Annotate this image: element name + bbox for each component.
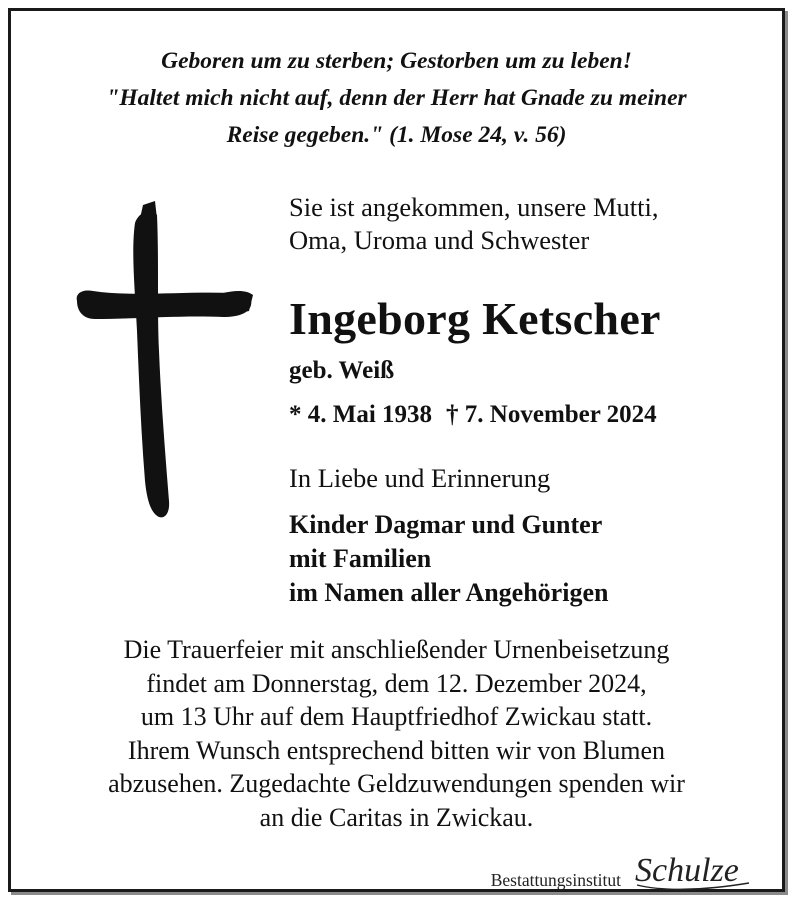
mourners-intro: In Liebe und Erinnerung — [289, 463, 551, 493]
brush-cross-icon — [73, 201, 258, 531]
svg-text:Schulze: Schulze — [635, 852, 739, 889]
funeral-home-label: Bestattungsinstitut — [490, 870, 621, 890]
deceased-name: Ingeborg Ketscher — [289, 293, 661, 344]
ceremony-line: an die Caritas in Zwickau. — [259, 802, 534, 832]
ceremony-line: findet am Donnerstag, dem 12. Dezember 2024, — [146, 668, 647, 698]
motto — [11, 43, 782, 154]
birth-date: * 4. Mai 1938 — [289, 401, 433, 428]
motto-line: Reise gegeben." (1. Mose 24, v. 56) — [226, 122, 567, 148]
intro-line: Oma, Uroma und Schwester — [289, 225, 590, 255]
ceremony-line: abzusehen. Zugedachte Geldzuwendungen spenden wir — [108, 769, 685, 798]
funeral-home-logo — [631, 847, 756, 895]
ceremony-line: um 13 Uhr auf dem Hauptfriedhof Zwickau statt. — [140, 702, 653, 731]
mourners-line: im Namen aller Angehörigen — [289, 578, 609, 607]
ceremony-line: Die Trauerfeier mit anschließender Urnenbeisetzung — [123, 635, 670, 664]
mourners-line: mit Familien — [289, 544, 432, 573]
intro-text — [289, 191, 658, 257]
intro-line: Sie ist angekommen, unsere Mutti, — [289, 192, 659, 222]
funeral-home — [491, 847, 756, 895]
mourners — [289, 508, 608, 610]
motto-line: "Haltet mich nicht auf, denn der Herr hat Gnade zu meiner — [106, 85, 687, 111]
motto-line: Geboren um zu sterben; Gestorben um zu leben! — [161, 48, 632, 74]
life-dates — [289, 397, 657, 433]
mourners-line: Kinder Dagmar und Gunter — [289, 510, 603, 539]
ceremony-line: Ihrem Wunsch entsprechend bitten wir von Blumen — [127, 735, 666, 765]
birth-name: geb. Weiß — [289, 357, 395, 384]
death-date: † 7. November 2024 — [446, 401, 657, 428]
obituary-frame — [8, 8, 785, 892]
ceremony-notice — [11, 633, 782, 834]
